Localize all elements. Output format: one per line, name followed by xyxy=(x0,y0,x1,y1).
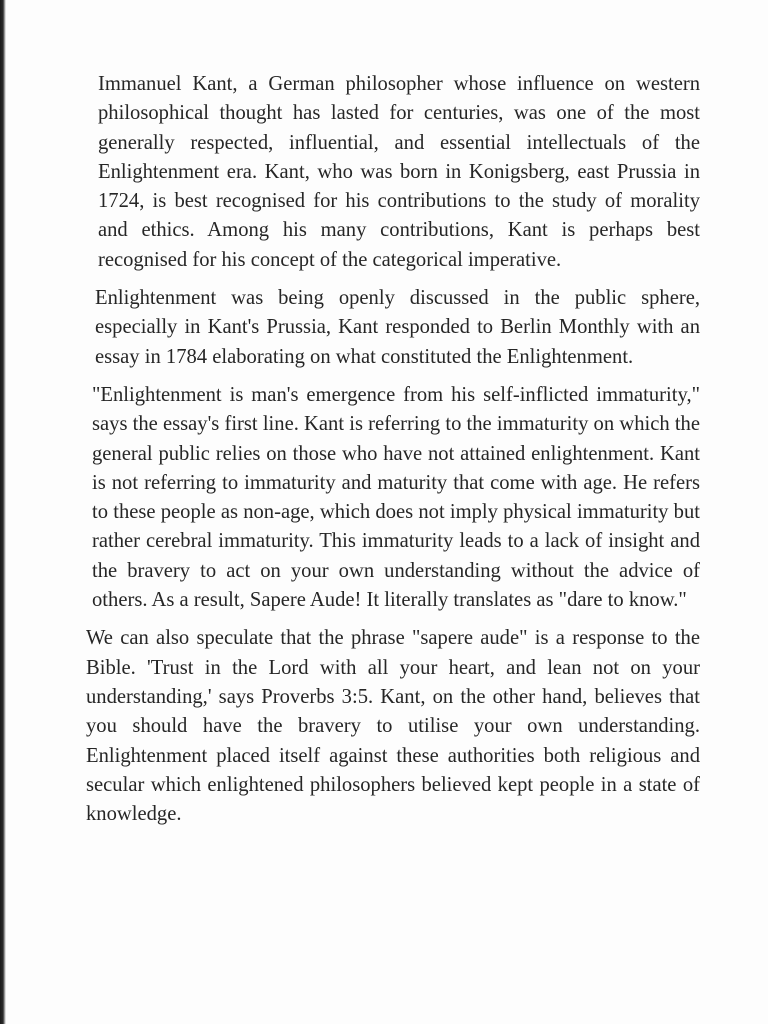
paragraph-kant-intro: Immanuel Kant, a German philosopher whose influence on western philosophical thought has lasted for centuries, was one of the most generally respected, influential, and essential intellectuals of the Enlightenment era. Kant, who was born in Konigsberg, east Prussia in 1724, is best recognised for his contributions to the study of morality and ethics. Among his many contributions, Kant is perhaps best recognised for his concept of the categorical imperative. xyxy=(98,73,700,271)
page-edge-shadow xyxy=(0,0,6,1024)
paragraph-immaturity: "Enlightenment is man's emergence from his self-inflicted immaturity," says the essay's first line. Kant is referring to the immaturity on which the general public relies on those who have not attained enlightenment. Kant is not referring to immaturity and maturity that come with age. He refers to these people as non-age, which does not imply physical immaturity but rather cerebral immaturity. This immaturity leads to a lack of insight and the bravery to act on your own understanding without the advice of others. As a result, Sapere Aude! It literally translates as "dare to know." xyxy=(92,383,700,612)
paragraph-enlightenment-essay: Enlightenment was being openly discussed in the public sphere, especially in Kant's Prussia, Kant responded to Berlin Monthly with an essay in 1784 elaborating on what constituted the Enlightenment. xyxy=(95,287,700,368)
paragraph-sapere-aude: We can also speculate that the phrase "sapere aude" is a response to the Bible. 'Trust in the Lord with all your heart, and lean not on your understanding,' says Proverbs 3:5. Kant, on the other hand, believes that you should have the bravery to utilise your own understanding. Enlightenment placed itself against these authorities both religious and secular which enlightened philosophers believed kept people in a state of knowledge. xyxy=(86,627,700,826)
document-body xyxy=(84,70,700,838)
